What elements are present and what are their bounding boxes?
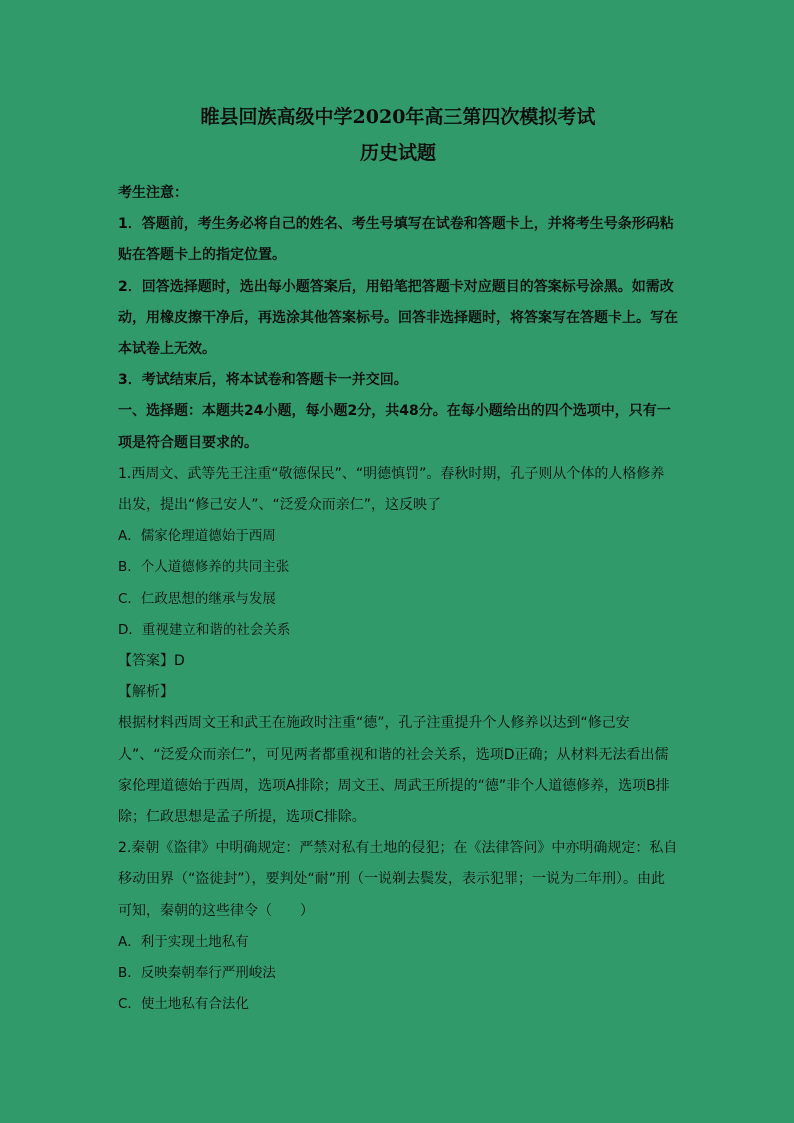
exam-page xyxy=(118,100,678,1020)
section-instructions: 一、选择题：本题共24小题，每小题2分，共48分。在每小题给出的四个选项中，只有一项是符合题目要求的。 xyxy=(118,403,671,451)
question-1 xyxy=(118,459,678,833)
option-d: D．重视建立和谐的社会关系 xyxy=(118,621,291,638)
question-stem: 2.秦朝《盗律》中明确规定：严禁对私有土地的侵犯；在《法律答问》中亦明确规定：私自移动田界（“盗徙封”），要判处“耐”刑（一说剃去鬓发，表示犯罪；一说为二年刑）。由此可知，秦朝的这些律令（ ） xyxy=(118,840,678,919)
answer-line: 【答案】D xyxy=(118,653,185,670)
option-c: C．使土地私有合法化 xyxy=(118,996,249,1013)
notice-item: 1．答题前，考生务必将自己的姓名、考生号填写在试卷和答题卡上，并将考生号条形码粘贴在答题卡上的指定位置。 xyxy=(118,216,674,264)
page-subtitle: 历史试题 xyxy=(359,142,436,164)
option-b: B．反映秦朝奉行严刑峻法 xyxy=(118,965,276,982)
option-b: B．个人道德修养的共同主张 xyxy=(118,559,290,576)
question-2 xyxy=(118,833,678,1020)
option-a: A．利于实现土地私有 xyxy=(118,933,249,950)
notice-heading: 考生注意： xyxy=(118,185,188,201)
notice-section xyxy=(118,178,678,396)
page-title: 睢县回族高级中学2020年高三第四次模拟考试 xyxy=(200,106,596,128)
notice-item: 2．回答选择题时，选出每小题答案后，用铅笔把答题卡对应题目的答案标号涂黑。如需改动，用橡皮擦干净后，再选涂其他答案标号。回答非选择题时，将答案写在答题卡上。写在本试卷上无效。 xyxy=(118,278,678,358)
analysis-label: 【解析】 xyxy=(118,684,174,701)
option-c: C．仁政思想的继承与发展 xyxy=(118,590,276,607)
option-a: A．儒家伦理道德始于西周 xyxy=(118,528,276,545)
notice-item: 3．考试结束后，将本试卷和答题卡一并交回。 xyxy=(118,372,408,389)
question-stem: 1.西周文、武等先王注重“敬德保民”、“明德慎罚”。春秋时期，孔子则从个体的人格修养出发，提出“修己安人”、“泛爱众而亲仁”，这反映了 xyxy=(118,465,665,514)
analysis-text: 根据材料西周文王和武王在施政时注重“德”，孔子注重提升个人修养以达到“修己安人”、“泛爱众而亲仁”，可见两者都重视和谐的社会关系，选项D正确；从材料无法看出儒家伦理道德始于西周，选项A排除；周文王、周武王所提的“德”非个人道德修养，选项B排除；仁政思想是孟子所提，选项C排除。 xyxy=(118,715,670,826)
